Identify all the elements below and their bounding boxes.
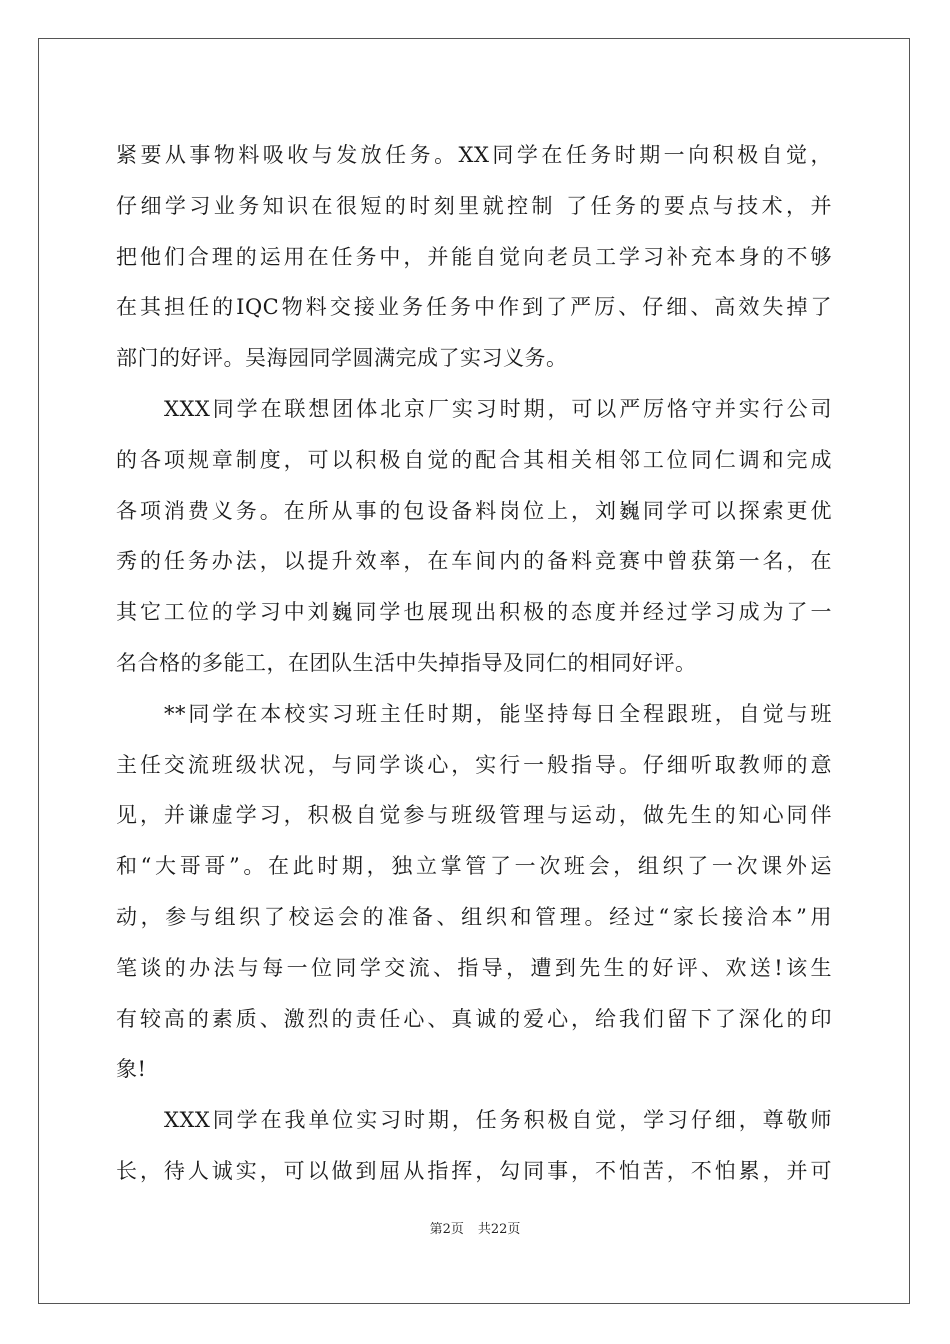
page-total: 共22页	[477, 1222, 521, 1237]
text-line: 有较高的素质、激烈的责任心、真诚的爱心，给我们留下了深化的印	[116, 1006, 832, 1031]
paragraph	[116, 1095, 832, 1197]
text-line: 的各项规章制度，可以积极自觉的配合其相关相邻工位同仁调和完成	[116, 447, 832, 472]
text-line: XXX同学在我单位实习时期，任务积极自觉，学习仔细，尊敬师	[164, 1108, 832, 1133]
text-line: 其它工位的学习中刘巍同学也展现出积极的态度并经过学习成为了一	[116, 600, 832, 625]
text-line: XXX同学在联想团体北京厂实习时期，可以严厉恪守并实行公司	[164, 396, 832, 421]
text-line: 长，待人诚实，可以做到屈从指挥，勾同事，不怕苦，不怕累，并可	[116, 1158, 832, 1183]
text-line: 名合格的多能工，在团队生活中失掉指导及同仁的相同好评。	[116, 650, 697, 675]
text-line: 各项消费义务。在所从事的包设备料岗位上，刘巍同学可以探索更优	[116, 498, 832, 523]
text-line: 和“大哥哥”。在此时期，独立掌管了一次班会，组织了一次课外运	[116, 854, 832, 879]
document-body	[116, 130, 832, 1197]
text-line: 笔谈的办法与每一位同学交流、指导，遭到先生的好评、欢送!该生	[116, 955, 832, 980]
text-line: 部门的好评。吴海园同学圆满完成了实习义务。	[116, 346, 568, 371]
text-line: 主任交流班级状况，与同学谈心，实行一般指导。仔细听取教师的意	[116, 752, 832, 777]
text-line: 秀的任务办法，以提升效率，在车间内的备料竞赛中曾获第一名，在	[116, 549, 832, 574]
page-number: 第2页	[429, 1222, 464, 1237]
text-line: 动，参与组织了校运会的准备、组织和管理。经过“家长接洽本”用	[116, 904, 832, 929]
text-line: 象!	[116, 1057, 147, 1082]
page-footer	[0, 1218, 950, 1237]
text-line: 把他们合理的运用在任务中，并能自觉向老员工学习补充本身的不够	[116, 244, 832, 269]
text-line: 仔细学习业务知识在很短的时刻里就控制 了任务的要点与技术，并	[116, 193, 832, 218]
text-line: 紧要从事物料吸收与发放任务。XX同学在任务时期一向积极自觉，	[116, 143, 832, 167]
paragraph	[116, 130, 832, 384]
text-line: 在其担任的IQC物料交接业务任务中作到了严厉、仔细、高效失掉了	[116, 295, 832, 320]
text-line: 见，并谦虚学习，积极自觉参与班级管理与运动，做先生的知心同伴	[116, 803, 832, 828]
paragraph	[116, 689, 832, 1095]
paragraph	[116, 384, 832, 689]
text-line: **同学在本校实习班主任时期，能坚持每日全程跟班，自觉与班	[164, 701, 832, 726]
